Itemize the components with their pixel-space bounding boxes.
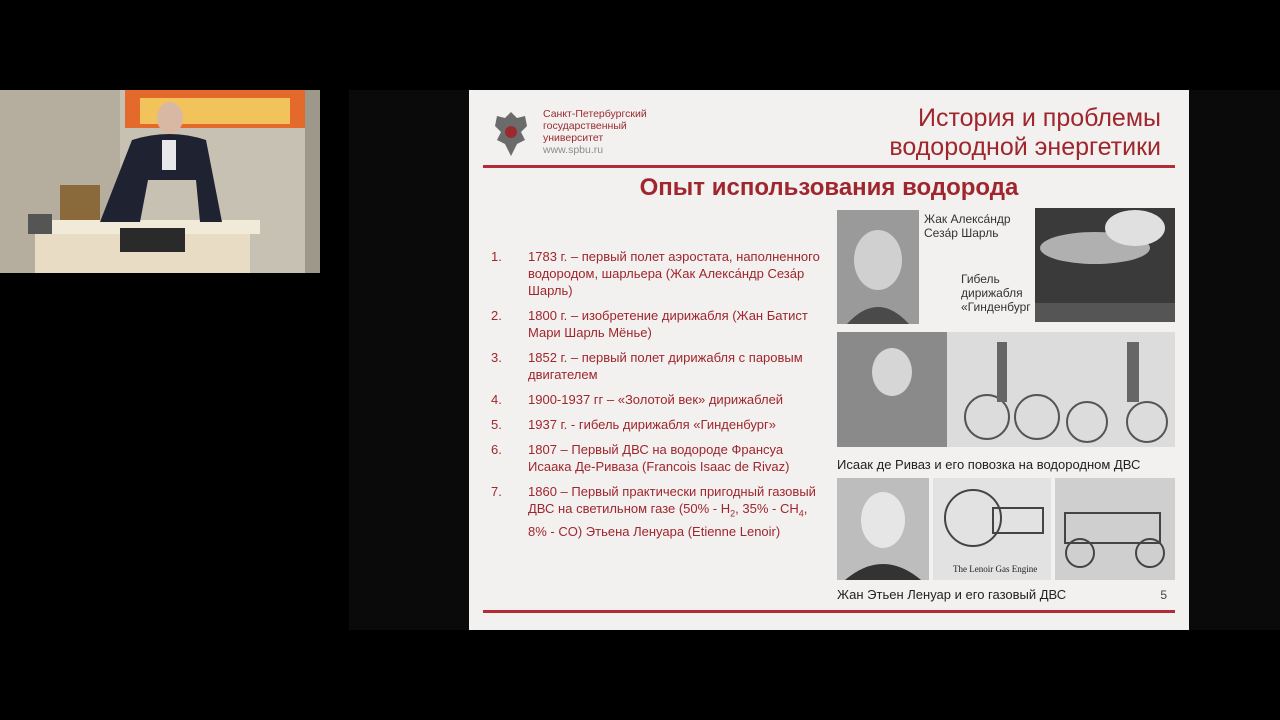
spbu-crest-icon	[491, 110, 531, 158]
item-number: 3.	[491, 350, 502, 365]
hindenburg-image	[1035, 208, 1175, 322]
item-number: 2.	[491, 308, 502, 323]
presentation-slide	[469, 90, 1189, 630]
charles-portrait-icon	[837, 210, 919, 324]
list-item	[491, 307, 821, 341]
page-number: 5	[1160, 588, 1167, 602]
list-item	[491, 391, 821, 408]
item7-sub-h2: 2	[730, 508, 736, 519]
presenter-video-frame	[0, 90, 320, 273]
history-list	[491, 248, 821, 548]
lenoir-vehicle-drawing-icon	[1055, 478, 1175, 580]
item-text: 1937 г. - гибель дирижабля «Гинденбург»	[528, 417, 776, 432]
list-item	[491, 248, 821, 299]
lenoir-engine-label: The Lenoir Gas Engine	[953, 564, 1038, 574]
footer-divider	[483, 610, 1175, 613]
header-divider	[483, 165, 1175, 168]
charles-caption-line-1: Жак Алекса́ндр	[924, 212, 1011, 226]
item-text: 1852 г. – первый полет дирижабля с паровым двигателем	[528, 350, 803, 382]
university-name	[543, 108, 647, 156]
item-number: 7.	[491, 484, 502, 499]
slide-heading: Опыт использования водорода	[639, 174, 1019, 201]
university-url: www.spbu.ru	[543, 144, 604, 156]
item7-part-a: 1860 – Первый практически пригодный газовый ДВС на светильном газе (50% - H	[528, 484, 816, 516]
university-line-2: государственный	[543, 120, 627, 132]
rivaz-caption: Исаак де Риваз и его повозка на водородном ДВС	[837, 457, 1141, 472]
item-number: 5.	[491, 417, 502, 432]
deck-title-line-1: История и проблемы	[918, 104, 1161, 132]
university-line-1: Санкт-Петербургский	[543, 108, 647, 120]
item-number: 6.	[491, 442, 502, 457]
hindenburg-caption-line-2: дирижабля	[961, 286, 1023, 300]
list-item	[491, 416, 821, 433]
presenter-video	[0, 90, 320, 273]
university-line-3: университет	[543, 132, 604, 144]
list-item	[491, 349, 821, 383]
charles-caption	[924, 212, 1011, 240]
item7-sub-ch4: 4	[798, 508, 804, 519]
item-number: 4.	[491, 392, 502, 407]
deck-title-line-2: водородной энергетики	[889, 133, 1161, 161]
deck-title	[889, 104, 1161, 162]
lenoir-caption: Жан Этьен Ленуар и его газовый ДВС	[837, 587, 1067, 602]
hindenburg-photo-icon	[1035, 208, 1175, 322]
list-item	[491, 441, 821, 475]
item-text: 1900-1937 гг – «Золотой век» дирижаблей	[528, 392, 784, 407]
lenoir-engine-image	[933, 478, 1051, 580]
item-text: 1800 г. – изобретение дирижабля (Жан Батист Мари Шарль Мёнье)	[528, 308, 808, 340]
lenoir-portrait-icon	[837, 478, 929, 580]
rivaz-image	[837, 332, 1175, 447]
item7-part-c: , 35% - CH	[735, 501, 799, 516]
charles-portrait-image	[837, 210, 919, 324]
rivaz-engine-drawing-icon	[837, 332, 1175, 447]
item-number: 1.	[491, 249, 502, 264]
item-text: 1783 г. – первый полет аэростата, наполненного водородом, шарльера (Жак Алекса́ндр Сеза́р Шарль)	[528, 249, 820, 298]
hindenburg-caption-line-1: Гибель	[961, 272, 1000, 286]
charles-caption-line-2: Сеза́р Шарль	[924, 226, 999, 240]
hindenburg-caption-line-3: «Гинденбург	[961, 300, 1031, 314]
lenoir-portrait-image	[837, 478, 929, 580]
item-text: 1807 – Первый ДВС на водороде Франсуа Исаака Де-Ривазa (Francois Isaac de Rivaz)	[528, 442, 790, 474]
hindenburg-caption	[961, 272, 1031, 314]
lenoir-engine-drawing-icon	[933, 478, 1051, 564]
item7-part-e: , 8% - CO) Этьена Ленуара (Etienne Lenoir)	[528, 501, 808, 539]
list-item	[491, 483, 821, 540]
item-text	[528, 483, 821, 540]
lenoir-vehicle-image	[1055, 478, 1175, 580]
